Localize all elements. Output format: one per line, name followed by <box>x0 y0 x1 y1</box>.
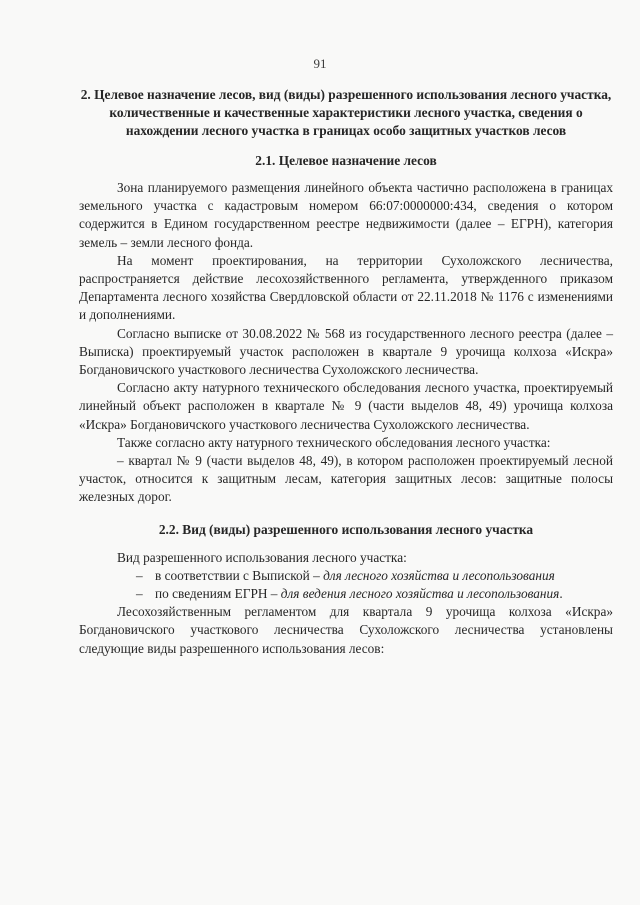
list-item <box>79 567 613 585</box>
section-heading-2-1: 2.1. Целевое назначение лесов <box>255 153 437 168</box>
list-dash: – <box>136 586 143 602</box>
list-item-text: в соответствии с Выпиской – <box>155 567 324 583</box>
paragraph: Также согласно акту натурного технического обследования лесного участка: <box>117 434 551 450</box>
section-heading-2-2: 2.2. Вид (виды) разрешенного использования лесного участка <box>158 521 534 537</box>
page-content <box>79 86 613 658</box>
page-number: 91 <box>313 56 327 71</box>
list-item <box>79 585 613 603</box>
paragraph: Согласно акту натурного технического обследования лесного участка, проектируемый линейный объект расположен в квартале № 9 (части выделов 48, 49) урочища колхоза «Искра» Богдановичского участкового лесничества Сухоложского лесничества. <box>79 380 613 432</box>
list-item-emphasis: для лесного хозяйства и лесопользования <box>323 567 555 583</box>
list-item-text: по сведениям ЕГРН – <box>155 586 281 602</box>
list-dash: – <box>136 567 143 583</box>
main-heading: 2. Целевое назначение лесов, вид (виды) разрешенного использования лесного участка, количественные и качественные характеристики лесного участка, сведения о нахождении лесного участка в границах особо защитных участков лесов <box>80 87 612 138</box>
paragraph: Зона планируемого размещения линейного объекта частично расположена в границах земельного участка с кадастровым номером 66:07:0000000:434, сведения о котором содержится в Едином государственном реестре недвижимости (далее – ЕГРН), категория земель – земли лесного фонда. <box>79 180 613 250</box>
list-item-tail: . <box>559 586 563 602</box>
paragraph: Вид разрешенного использования лесного участка: <box>117 549 407 565</box>
paragraph: На момент проектирования, на территории Сухоложского лесничества, распространяется действие лесохозяйственного регламента, утвержденного приказом Департамента лесного хозяйства Свердловской области от 22.11.2018 № 1176 с изменениями и дополнениями. <box>79 252 613 323</box>
dash-paragraph: – квартал № 9 (части выделов 48, 49), в котором расположен проектируемый лесной участок, относится к защитным лесам, категория защитных лесов: защитные полосы железных дорог. <box>79 453 613 505</box>
list-item-emphasis: для ведения лесного хозяйства и лесопользования <box>280 586 560 602</box>
paragraph: Лесохозяйственным регламентом для квартала 9 урочища колхоза «Искра» Богдановичского участкового лесничества Сухоложского лесничества установлены следующие виды разрешенного использования лесов: <box>79 604 613 656</box>
paragraph: Согласно выписке от 30.08.2022 № 568 из государственного лесного реестра (далее – Выписка) проектируемый участок расположен в квартале 9 урочища колхоза «Искра» Богдановичского участкового лесничества Сухоложского лесничества. <box>79 325 613 378</box>
